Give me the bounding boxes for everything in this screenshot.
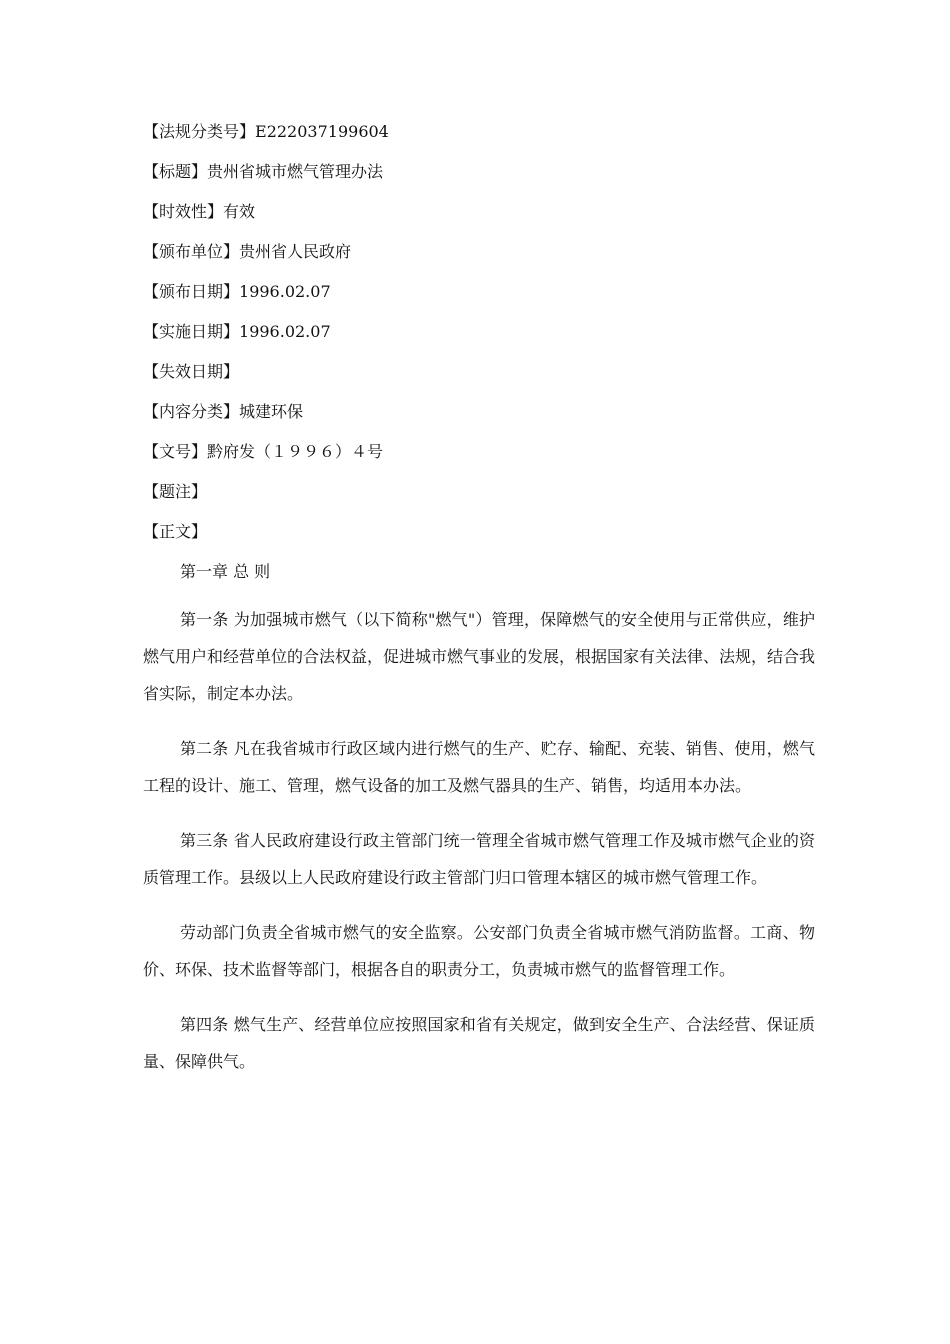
meta-label: 【颁布单位】 (143, 242, 240, 261)
meta-label: 【颁布日期】 (143, 282, 240, 301)
meta-content-category (143, 402, 815, 422)
meta-expiry-date (143, 362, 815, 382)
meta-label: 【时效性】 (143, 202, 224, 221)
meta-value: 贵州省人民政府 (239, 242, 352, 261)
meta-value: 1996.02.07 (239, 322, 331, 341)
meta-value: 城建环保 (239, 402, 304, 421)
meta-value: 黔府发（１９９６）４号 (207, 442, 384, 461)
meta-value: 有效 (223, 202, 256, 221)
meta-label: 【标题】 (143, 162, 208, 181)
meta-label: 【文号】 (143, 442, 208, 461)
article-paragraph: 第二条 凡在我省城市行政区域内进行燃气的生产、贮存、输配、充装、销售、使用，燃气工程的设计、施工、管理，燃气设备的加工及燃气器具的生产、销售，均适用本办法。 (143, 739, 815, 795)
article-paragraph: 劳动部门负责全省城市燃气的安全监察。公安部门负责全省城市燃气消防监督。工商、物价、环保、技术监督等部门，根据各自的职责分工，负责城市燃气的监督管理工作。 (143, 923, 815, 979)
meta-title (143, 162, 815, 182)
meta-note (143, 482, 815, 502)
meta-value: E222037199604 (255, 122, 389, 141)
meta-value: 1996.02.07 (239, 282, 331, 301)
meta-label: 【失效日期】 (143, 362, 240, 381)
meta-label: 【内容分类】 (143, 402, 240, 421)
meta-body-heading (143, 522, 815, 542)
meta-issue-date (143, 282, 815, 302)
meta-label: 【实施日期】 (143, 322, 240, 341)
meta-effective-date (143, 322, 815, 342)
document-page (143, 122, 815, 1098)
meta-validity (143, 202, 815, 222)
article-paragraph: 第三条 省人民政府建设行政主管部门统一管理全省城市燃气管理工作及城市燃气企业的资质管理工作。县级以上人民政府建设行政主管部门归口管理本辖区的城市燃气管理工作。 (143, 831, 815, 887)
meta-value: 贵州省城市燃气管理办法 (207, 162, 384, 181)
meta-issuing-authority (143, 242, 815, 262)
article-paragraph: 第四条 燃气生产、经营单位应按照国家和省有关规定，做到安全生产、合法经营、保证质量、保障供气。 (143, 1015, 815, 1071)
meta-label: 【正文】 (143, 522, 208, 541)
meta-label: 【法规分类号】 (143, 122, 256, 141)
article-paragraph: 第一条 为加强城市燃气（以下简称"燃气"）管理，保障燃气的安全使用与正常供应，维护燃气用户和经营单位的合法权益，促进城市燃气事业的发展，根据国家有关法律、法规，结合我省实际，制定本办法。 (143, 610, 816, 703)
meta-label: 【题注】 (143, 482, 208, 501)
meta-classification-number (143, 122, 815, 142)
chapter-title: 第一章 总 则 (180, 562, 271, 581)
meta-document-number (143, 442, 815, 462)
